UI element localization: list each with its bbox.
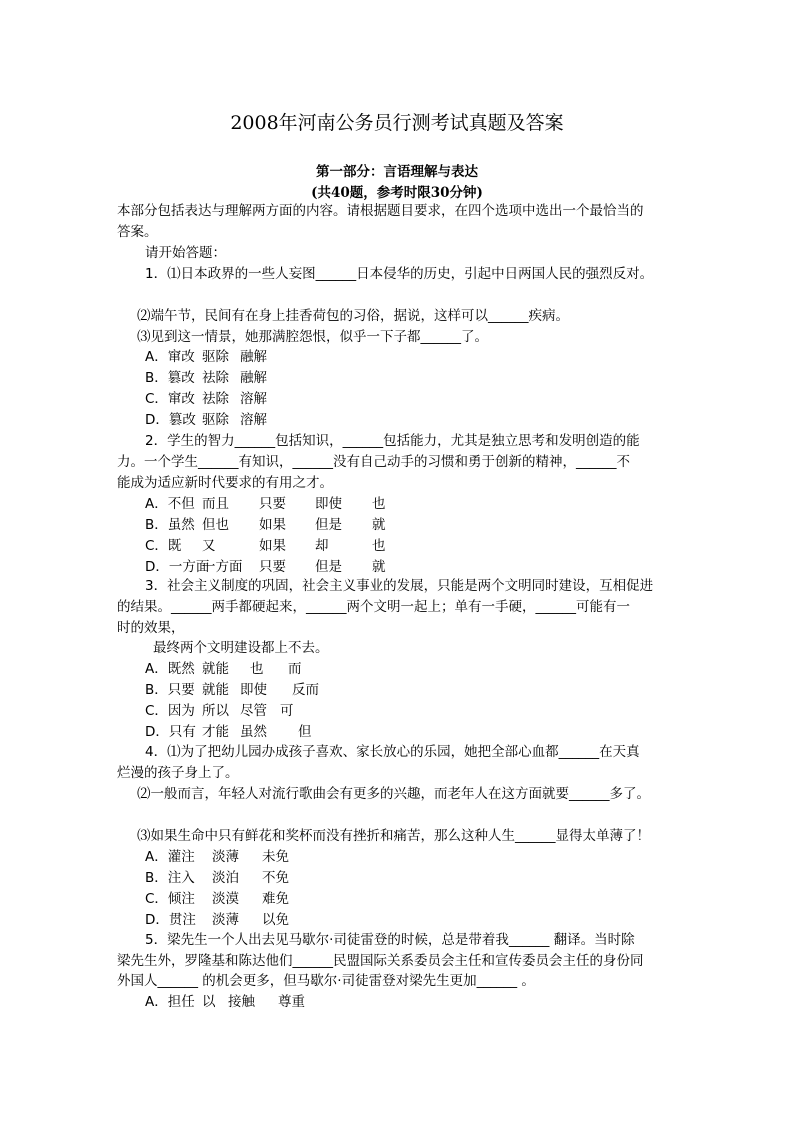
option-cell: 如果 — [259, 538, 286, 554]
option-cell: 而 — [288, 661, 302, 677]
question-2-line: 2．学生的智力______包括知识，______包括能力，尤其是独立思考和发明创造的能 — [145, 433, 640, 449]
option-cell: A．灌注 — [145, 849, 195, 865]
option-row — [145, 848, 289, 866]
option-row — [145, 348, 267, 366]
option-cell: 也 — [250, 661, 264, 677]
question-4-s3: ⑶如果生命中只有鲜花和奖杯而没有挫折和痛苦，那么这种人生______显得太单薄了！ — [137, 828, 650, 844]
question-3-line: 最终两个文明建设都上不去。 — [153, 640, 329, 656]
option-cell: 但也 — [202, 517, 229, 533]
option-cell: 驱除 — [202, 412, 229, 428]
option-cell: 才能 — [202, 724, 229, 740]
option-cell: 驱除 — [202, 349, 229, 365]
option-cell: 即使 — [315, 496, 342, 512]
option-cell: 一方面 — [202, 559, 243, 575]
question-1-s3: ⑶见到这一情景，她那满腔怨恨，似乎一下子都______了。 — [137, 329, 488, 345]
option-row — [145, 369, 267, 387]
question-4-options — [145, 848, 289, 929]
option-cell: 只要 — [259, 496, 286, 512]
question-5-options — [145, 993, 305, 1011]
option-cell: 但是 — [315, 559, 342, 575]
option-cell: 如果 — [259, 517, 286, 533]
option-row — [145, 890, 289, 908]
option-cell: 虽然 — [240, 724, 267, 740]
option-cell: A．窜改 — [145, 349, 195, 365]
option-row — [145, 558, 386, 576]
option-row — [145, 411, 267, 429]
option-row — [145, 993, 305, 1011]
question-2-line: 能成为适应新时代要求的有用之才。 — [117, 475, 333, 491]
option-cell: 以免 — [262, 912, 289, 928]
option-row — [145, 495, 386, 513]
option-cell: 淡薄 — [212, 912, 239, 928]
question-5-line: 外国人______ 的机会更多，但马歇尔·司徒雷登对梁先生更加______ 。 — [117, 973, 535, 989]
question-3-line: 时的效果， — [117, 620, 185, 636]
option-cell: 淡泊 — [212, 870, 239, 886]
option-cell: B．注入 — [145, 870, 195, 886]
question-3-line: 3．社会主义制度的巩固，社会主义事业的发展，只能是两个文明同时建设，互相促进 — [145, 578, 654, 594]
question-1-s1: 1．⑴日本政界的一些人妄图______日本侵华的历史，引起中日两国人民的强烈反对。 — [145, 266, 654, 282]
option-cell: 就能 — [202, 661, 229, 677]
option-cell: 又 — [202, 538, 216, 554]
option-cell: 也 — [372, 538, 386, 554]
option-cell: 所以 — [202, 703, 229, 719]
option-cell: 接触 — [228, 994, 255, 1010]
section-heading: 第一部分：言语理解与表达 — [316, 164, 478, 180]
option-row — [145, 681, 319, 699]
option-cell: 融解 — [240, 370, 267, 386]
intro-line: 答案。 — [117, 224, 158, 240]
option-cell: D．贯注 — [145, 912, 196, 928]
option-cell: 就 — [372, 559, 386, 575]
option-row — [145, 869, 289, 887]
question-5-line: 5．梁先生一个人出去见马歇尔·司徒雷登的时候，总是带着我______ 翻译。当时除 — [145, 932, 635, 948]
option-cell: 而且 — [202, 496, 229, 512]
option-row — [145, 702, 319, 720]
option-cell: D．篡改 — [145, 412, 196, 428]
option-cell: 未免 — [262, 849, 289, 865]
option-cell: 就 — [372, 517, 386, 533]
option-cell: 淡漠 — [212, 891, 239, 907]
section-subheading: (共40题，参考时限30分钟) — [311, 185, 483, 201]
option-row — [145, 390, 267, 408]
option-row — [145, 911, 289, 929]
question-5-line: 梁先生外，罗隆基和陈达他们______民盟国际关系委员会主任和宣传委员会主任的身份同 — [117, 953, 644, 969]
option-cell: 祛除 — [202, 391, 229, 407]
option-cell: 尊重 — [278, 994, 305, 1010]
question-2-options — [145, 495, 386, 576]
option-cell: B．篡改 — [145, 370, 195, 386]
option-cell: 反而 — [292, 682, 319, 698]
intro-line: 本部分包括表达与理解两方面的内容。请根据题目要求，在四个选项中选出一个最恰当的 — [117, 203, 644, 219]
question-4-line: 烂漫的孩子身上了。 — [117, 765, 239, 781]
question-3-line: 的结果。______两手都硬起来，______两个文明一起上；单有一手硬，______可能有一 — [117, 599, 630, 615]
option-cell: D．只有 — [145, 724, 196, 740]
question-4-line: 4．⑴为了把幼儿园办成孩子喜欢、家长放心的乐园，她把全部心血都______在天真 — [145, 744, 640, 760]
document-title: 2008年河南公务员行测考试真题及答案 — [230, 112, 564, 134]
option-row — [145, 660, 319, 678]
option-cell: B．只要 — [145, 682, 195, 698]
option-cell: 也 — [372, 496, 386, 512]
option-cell: 只要 — [259, 559, 286, 575]
question-4-s2: ⑵一般而言，年轻人对流行歌曲会有更多的兴趣，而老年人在这方面就要______多了。 — [137, 786, 650, 802]
option-row — [145, 516, 386, 534]
question-2-line: 力。一个学生______有知识，______没有自己动手的习惯和勇于创新的精神，______不 — [117, 454, 630, 470]
option-cell: 却 — [315, 538, 329, 554]
option-cell: C．因为 — [145, 703, 195, 719]
option-cell: 就能 — [202, 682, 229, 698]
option-cell: 以 — [202, 994, 216, 1010]
option-cell: A．不但 — [145, 496, 195, 512]
question-3-options — [145, 660, 319, 741]
option-cell: 溶解 — [240, 412, 267, 428]
option-cell: B．虽然 — [145, 517, 195, 533]
option-cell: 可 — [280, 703, 294, 719]
option-cell: D．一方面 — [145, 559, 210, 575]
option-cell: 难免 — [262, 891, 289, 907]
question-1-options — [145, 348, 267, 429]
start-prompt: 请开始答题： — [145, 245, 226, 261]
option-cell: 但 — [298, 724, 312, 740]
option-cell: 溶解 — [240, 391, 267, 407]
option-cell: 不免 — [262, 870, 289, 886]
option-cell: C．既 — [145, 538, 182, 554]
option-cell: C．倾注 — [145, 891, 195, 907]
option-cell: C．窜改 — [145, 391, 195, 407]
option-cell: 淡薄 — [212, 849, 239, 865]
question-1-s2: ⑵端午节，民间有在身上挂香荷包的习俗，据说，这样可以______疾病。 — [137, 308, 569, 324]
option-cell: A．担任 — [145, 994, 195, 1010]
option-cell: 祛除 — [202, 370, 229, 386]
option-cell: 尽管 — [240, 703, 267, 719]
option-cell: 融解 — [240, 349, 267, 365]
option-cell: 即使 — [240, 682, 267, 698]
option-cell: 但是 — [315, 517, 342, 533]
option-cell: A．既然 — [145, 661, 195, 677]
option-row — [145, 723, 319, 741]
option-row — [145, 537, 386, 555]
